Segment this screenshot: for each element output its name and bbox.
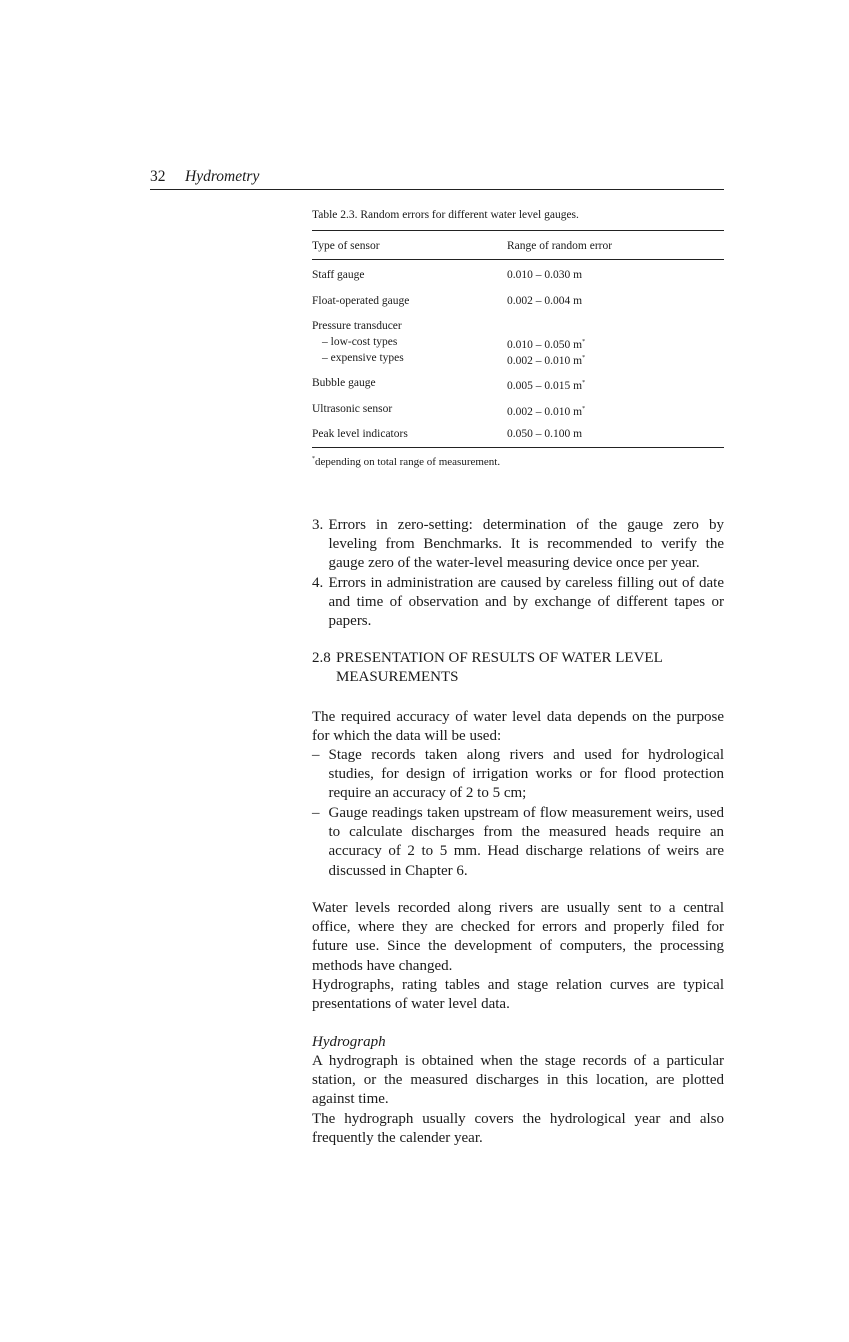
list-text: Errors in administration are caused by careless filling out of date and time of observation and by exchange of different tapes or papers. (328, 575, 724, 630)
list-text: Gauge readings taken upstream of flow measurement weirs, used to calculate discharges from the measured heads require an accuracy of 2 to 5 mm. Head discharge relations of weirs are discussed in Chapter 6. (328, 805, 724, 879)
list-item (312, 574, 724, 632)
col-header-type: Type of sensor (312, 240, 380, 252)
row-bubble-range: 0.005 – 0.015 m (507, 380, 583, 392)
running-title: Hydrometry (185, 168, 260, 185)
running-header (150, 168, 724, 190)
row-ultrasonic-range: 0.002 – 0.010 m (507, 406, 583, 418)
row-peak-type: Peak level indicators (312, 428, 408, 440)
list-marker: – (312, 747, 320, 763)
paragraph-covers: The hydrograph usually covers the hydrological year and also frequently the calender year. (312, 1111, 724, 1147)
row-float-range: 0.002 – 0.004 m (507, 295, 583, 307)
table-bottom-rule (312, 447, 724, 448)
list-marker: 4. (312, 575, 324, 591)
footnote-marker: * (582, 406, 586, 412)
row-lowcost-range: 0.010 – 0.050 m (507, 339, 583, 351)
row-lowcost-type: – low-cost types (322, 336, 398, 348)
row-ultrasonic-type: Ultrasonic sensor (312, 403, 393, 415)
list-marker: 3. (312, 517, 324, 533)
row-expensive-type: – expensive types (322, 352, 404, 364)
list-text: Stage records taken along rivers and used for hydrological studies, for design of irrigation works or for flood protection require an accuracy of 2 to 5 cm; (328, 747, 724, 802)
footnote-marker: * (582, 339, 586, 345)
list-item (312, 516, 724, 574)
header-rule (150, 189, 724, 190)
row-expensive-range: 0.002 – 0.010 m (507, 355, 583, 367)
list-item (312, 746, 724, 804)
col-header-range: Range of random error (507, 240, 613, 252)
footnote-text: depending on total range of measurement. (315, 456, 501, 468)
subheading-hydrograph: Hydrograph (312, 1034, 386, 1050)
table-footnote (312, 456, 500, 468)
footnote-marker: * (582, 355, 586, 361)
row-staff-type: Staff gauge (312, 269, 365, 281)
row-peak-range: 0.050 – 0.100 m (507, 428, 583, 440)
row-staff-range: 0.010 – 0.030 m (507, 269, 583, 281)
row-float-type: Float-operated gauge (312, 295, 410, 307)
row-bubble-range-cell (507, 375, 585, 394)
section-title: PRESENTATION OF RESULTS OF WATER LEVEL MEASUREMENTS (336, 650, 663, 686)
table-top-rule (312, 230, 724, 231)
paragraph-obtained: A hydrograph is obtained when the stage records of a particular station, or the measured discharges in this location, are plotted against time. (312, 1053, 724, 1108)
row-expensive-range-cell (507, 350, 585, 369)
footnote-marker: * (312, 456, 315, 462)
list-marker: – (312, 805, 320, 821)
list-item (312, 804, 724, 881)
row-bubble-type: Bubble gauge (312, 377, 376, 389)
page-number: 32 (150, 168, 166, 185)
section-number: 2.8 (312, 650, 331, 666)
section-heading (312, 649, 732, 687)
row-ultrasonic-range-cell (507, 401, 585, 420)
table-caption: Table 2.3. Random errors for different water level gauges. (312, 209, 579, 221)
paragraph-intro: The required accuracy of water level data depends on the purpose for which the data will be used: (312, 709, 724, 745)
footnote-marker: * (582, 380, 586, 386)
paragraph-water-levels: Water levels recorded along rivers are usually sent to a central office, where they are checked for errors and properly filed for future use. Since the development of computers, the processing methods have changed. (312, 900, 724, 974)
list-text: Errors in zero-setting: determination of the gauge zero by leveling from Benchmarks. It is recommended to verify the gauge zero of the water-level measuring device once per year. (328, 517, 724, 572)
row-pressure-type: Pressure transducer (312, 320, 402, 332)
table-header-rule (312, 259, 724, 260)
paragraph-hydrographs: Hydrographs, rating tables and stage relation curves are typical presentations of water level data. (312, 977, 724, 1013)
